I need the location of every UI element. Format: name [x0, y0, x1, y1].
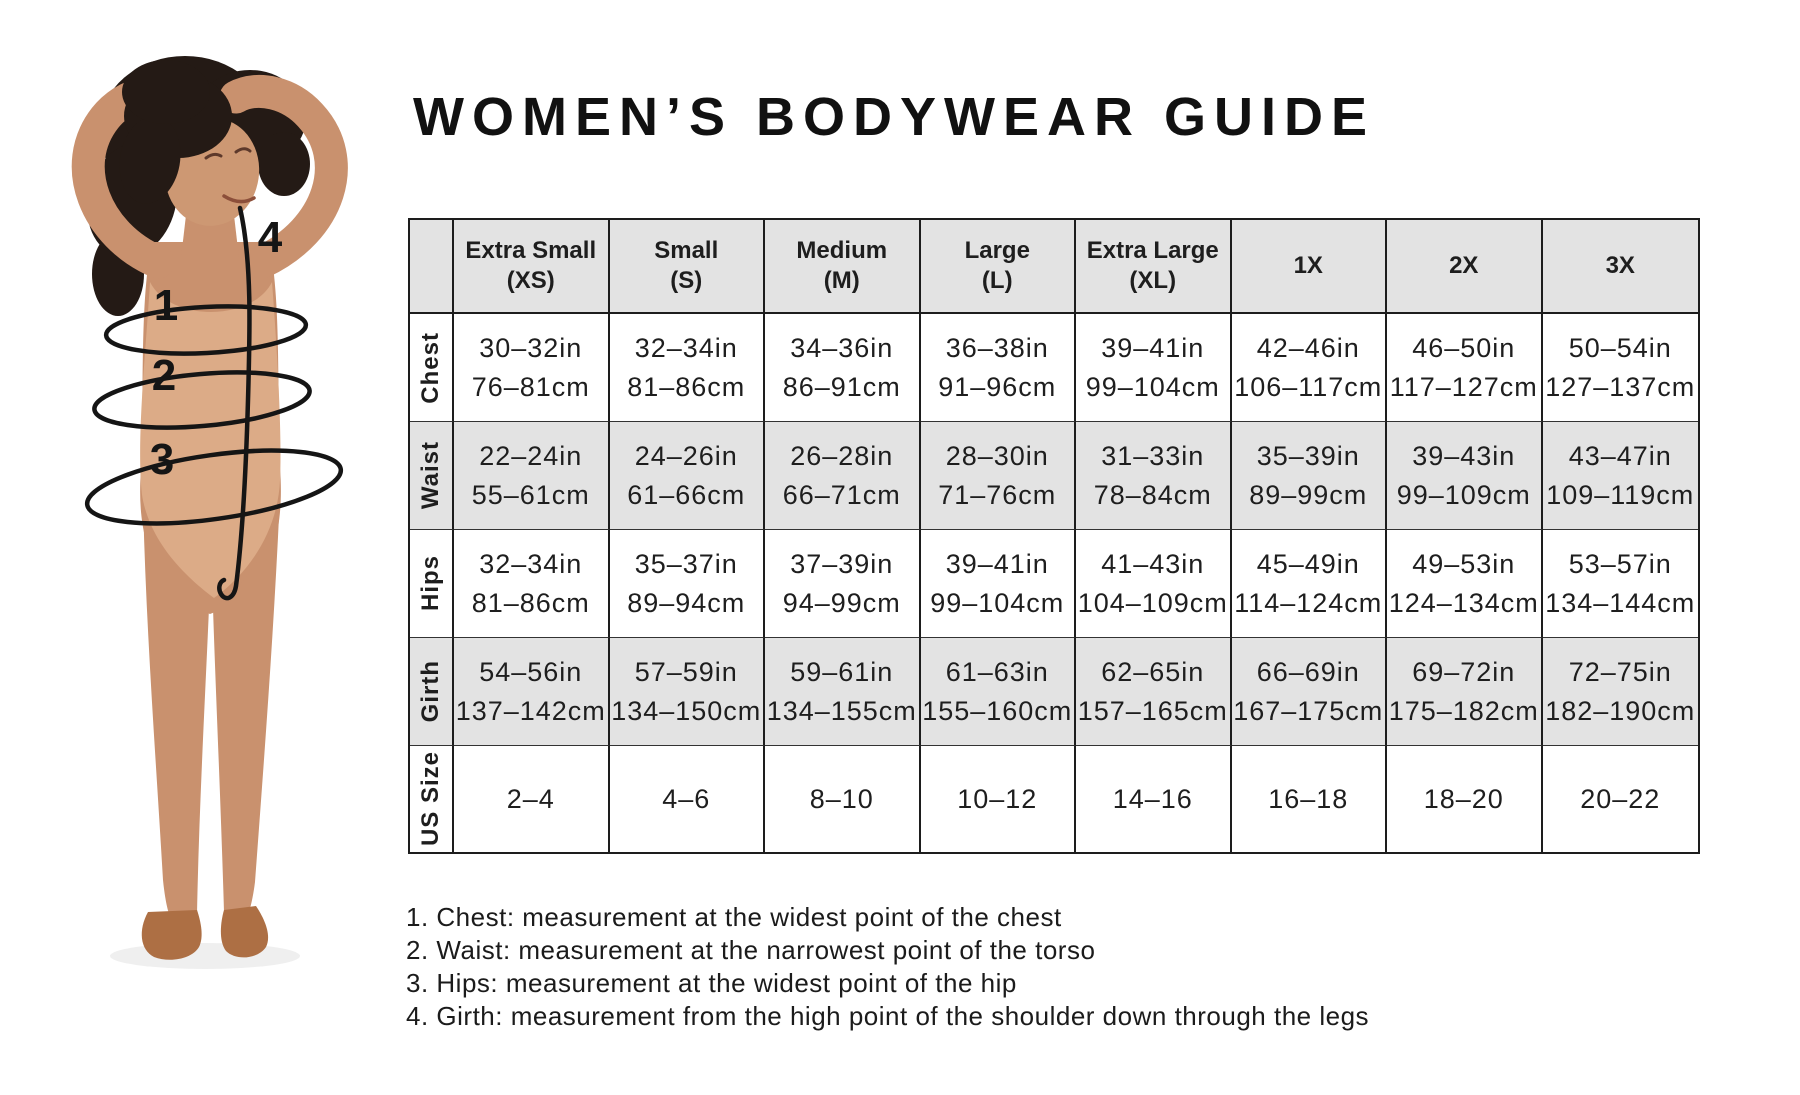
size-cell-waist-1x — [1232, 422, 1388, 530]
size-cell-chest-l — [921, 314, 1077, 422]
measurement-in: 22–24in — [479, 440, 583, 471]
measurement-cm: 167–175cm — [1233, 695, 1384, 726]
measurement-in: 26–28in — [790, 440, 894, 471]
measurement-in: 34–36in — [790, 332, 894, 363]
measurement-in: 18–20 — [1423, 783, 1504, 814]
measurement-cm: 175–182cm — [1388, 695, 1539, 726]
measurement-in: 72–75in — [1568, 656, 1672, 687]
size-cell-us-size-xs — [454, 746, 610, 852]
column-header-line1: 1X — [1293, 252, 1323, 279]
size-cell-waist-xl — [1076, 422, 1232, 530]
model-illustration — [0, 0, 420, 1010]
measurement-cm: 55–61cm — [471, 479, 590, 510]
size-cell-girth-m — [765, 638, 921, 746]
row-label-text: Waist — [417, 441, 444, 510]
measurement-cm: 104–109cm — [1077, 587, 1228, 618]
measurement-cm: 71–76cm — [938, 479, 1057, 510]
column-header-line2: (XL) — [1129, 267, 1177, 294]
model-photo — [0, 0, 420, 1010]
footnotes — [406, 901, 1369, 1033]
measurement-in: 10–12 — [957, 783, 1038, 814]
measurement-cm: 89–94cm — [627, 587, 746, 618]
measurement-cm: 91–96cm — [938, 371, 1057, 402]
footnote-hips: 3. Hips: measurement at the widest point of the hip — [406, 968, 1017, 998]
column-header-line1: Small — [654, 237, 719, 264]
column-header-line2: (M) — [823, 267, 860, 294]
measurement-in: 28–30in — [945, 440, 1049, 471]
row-label-text: Chest — [417, 331, 444, 404]
size-cell-chest-m — [765, 314, 921, 422]
row-label-us-size — [410, 746, 454, 852]
measurement-cm: 99–109cm — [1396, 479, 1531, 510]
measurement-cm: 99–104cm — [1085, 371, 1220, 402]
measurement-in: 4–6 — [662, 783, 711, 814]
table-corner-cell — [410, 220, 454, 314]
measurement-cm: 78–84cm — [1093, 479, 1212, 510]
column-header-line1: 2X — [1449, 252, 1479, 279]
floor-shadow — [110, 943, 300, 969]
measurement-in: 50–54in — [1568, 332, 1672, 363]
measurement-cm: 182–190cm — [1545, 695, 1696, 726]
size-cell-girth-2x — [1387, 638, 1543, 746]
measurement-cm: 134–155cm — [766, 695, 917, 726]
column-header-line2: (L) — [981, 267, 1013, 294]
measurement-cm: 81–86cm — [471, 587, 590, 618]
measurement-in: 8–10 — [809, 783, 874, 814]
measurement-in: 42–46in — [1256, 332, 1360, 363]
column-header-l — [921, 220, 1077, 314]
hips-marker: 3 — [149, 435, 175, 484]
measurement-in: 37–39in — [790, 548, 894, 579]
measurement-in: 14–16 — [1112, 783, 1193, 814]
measurement-in: 31–33in — [1101, 440, 1205, 471]
size-cell-us-size-xl — [1076, 746, 1232, 852]
size-cell-girth-3x — [1543, 638, 1699, 746]
column-header-line1: Medium — [796, 237, 888, 264]
size-cell-girth-1x — [1232, 638, 1388, 746]
row-label-text: US Size — [417, 751, 444, 847]
size-cell-chest-xl — [1076, 314, 1232, 422]
footnote-waist: 2. Waist: measurement at the narrowest point of the torso — [406, 935, 1096, 965]
size-cell-girth-xl — [1076, 638, 1232, 746]
measurement-cm: 86–91cm — [782, 371, 901, 402]
size-cell-us-size-l — [921, 746, 1077, 852]
row-label-text: Hips — [417, 555, 444, 612]
size-cell-us-size-3x — [1543, 746, 1699, 852]
measurement-in: 30–32in — [479, 332, 583, 363]
size-cell-hips-3x — [1543, 530, 1699, 638]
size-cell-waist-3x — [1543, 422, 1699, 530]
measurement-in: 49–53in — [1412, 548, 1516, 579]
measurement-in: 24–26in — [634, 440, 738, 471]
size-cell-hips-l — [921, 530, 1077, 638]
size-cell-hips-s — [610, 530, 766, 638]
measurement-cm: 109–119cm — [1546, 479, 1695, 510]
measurement-in: 59–61in — [790, 656, 894, 687]
measurement-in: 54–56in — [479, 656, 583, 687]
size-table — [408, 218, 1700, 854]
girth-marker: 4 — [257, 213, 283, 262]
size-cell-waist-2x — [1387, 422, 1543, 530]
size-cell-hips-1x — [1232, 530, 1388, 638]
measurement-cm: 124–134cm — [1388, 587, 1539, 618]
size-cell-us-size-s — [610, 746, 766, 852]
measurement-cm: 66–71cm — [782, 479, 901, 510]
measurement-in: 35–39in — [1256, 440, 1360, 471]
measurement-in: 20–22 — [1580, 783, 1661, 814]
size-cell-hips-m — [765, 530, 921, 638]
column-header-line1: 3X — [1605, 252, 1635, 279]
size-cell-us-size-2x — [1387, 746, 1543, 852]
measurement-in: 36–38in — [945, 332, 1049, 363]
row-label-chest — [410, 314, 454, 422]
size-cell-hips-xl — [1076, 530, 1232, 638]
column-header-m — [765, 220, 921, 314]
column-header-3x — [1543, 220, 1699, 314]
measurement-in: 32–34in — [634, 332, 738, 363]
size-cell-chest-3x — [1543, 314, 1699, 422]
measurement-in: 39–41in — [1101, 332, 1205, 363]
size-cell-us-size-m — [765, 746, 921, 852]
measurement-cm: 157–165cm — [1077, 695, 1228, 726]
size-cell-us-size-1x — [1232, 746, 1388, 852]
column-header-s — [610, 220, 766, 314]
measurement-in: 2–4 — [506, 783, 555, 814]
row-label-waist — [410, 422, 454, 530]
measurement-in: 62–65in — [1101, 656, 1205, 687]
measurement-in: 41–43in — [1101, 548, 1205, 579]
measurement-cm: 137–142cm — [455, 695, 606, 726]
measurement-cm: 114–124cm — [1234, 587, 1383, 618]
size-cell-chest-xs — [454, 314, 610, 422]
measurement-in: 57–59in — [634, 656, 738, 687]
measurement-in: 32–34in — [479, 548, 583, 579]
measurement-in: 45–49in — [1256, 548, 1360, 579]
measurement-in: 69–72in — [1412, 656, 1516, 687]
measurement-cm: 106–117cm — [1234, 371, 1383, 402]
measurement-cm: 81–86cm — [627, 371, 746, 402]
measurement-cm: 89–99cm — [1249, 479, 1368, 510]
size-cell-waist-m — [765, 422, 921, 530]
measurement-in: 39–43in — [1412, 440, 1516, 471]
measurement-cm: 134–150cm — [611, 695, 762, 726]
row-label-text: Girth — [417, 660, 444, 723]
measurement-cm: 94–99cm — [782, 587, 901, 618]
column-header-2x — [1387, 220, 1543, 314]
measurement-in: 66–69in — [1256, 656, 1360, 687]
measurement-cm: 99–104cm — [930, 587, 1065, 618]
measurement-in: 39–41in — [945, 548, 1049, 579]
measurement-cm: 127–137cm — [1545, 371, 1696, 402]
size-cell-girth-xs — [454, 638, 610, 746]
size-cell-hips-2x — [1387, 530, 1543, 638]
measurement-cm: 155–160cm — [922, 695, 1073, 726]
size-cell-chest-s — [610, 314, 766, 422]
measurement-in: 43–47in — [1568, 440, 1672, 471]
column-header-line1: Extra Large — [1086, 237, 1219, 264]
row-label-hips — [410, 530, 454, 638]
measurement-cm: 134–144cm — [1545, 587, 1696, 618]
footnote-chest: 1. Chest: measurement at the widest point of the chest — [406, 902, 1062, 932]
column-header-line2: (S) — [670, 267, 703, 294]
column-header-xl — [1076, 220, 1232, 314]
column-header-xs — [454, 220, 610, 314]
measurement-in: 16–18 — [1268, 783, 1349, 814]
row-label-girth — [410, 638, 454, 746]
size-cell-hips-xs — [454, 530, 610, 638]
measurement-cm: 76–81cm — [471, 371, 590, 402]
column-header-line1: Extra Small — [465, 237, 597, 264]
size-cell-chest-2x — [1387, 314, 1543, 422]
page-title: WOMEN’S BODYWEAR GUIDE — [413, 87, 1376, 147]
column-header-line1: Large — [964, 237, 1030, 264]
size-cell-waist-l — [921, 422, 1077, 530]
footnote-girth: 4. Girth: measurement from the high point of the shoulder down through the legs — [406, 1001, 1370, 1031]
measurement-cm: 117–127cm — [1389, 371, 1538, 402]
size-cell-girth-l — [921, 638, 1077, 746]
size-cell-chest-1x — [1232, 314, 1388, 422]
chest-marker: 1 — [153, 281, 179, 330]
size-cell-waist-xs — [454, 422, 610, 530]
column-header-line2: (XS) — [506, 267, 555, 294]
size-cell-girth-s — [610, 638, 766, 746]
measurement-cm: 61–66cm — [627, 479, 746, 510]
waist-marker: 2 — [151, 351, 177, 400]
measurement-in: 35–37in — [634, 548, 738, 579]
measurement-in: 61–63in — [945, 656, 1049, 687]
column-header-1x — [1232, 220, 1388, 314]
measurement-in: 53–57in — [1568, 548, 1672, 579]
size-cell-waist-s — [610, 422, 766, 530]
measurement-in: 46–50in — [1412, 332, 1516, 363]
